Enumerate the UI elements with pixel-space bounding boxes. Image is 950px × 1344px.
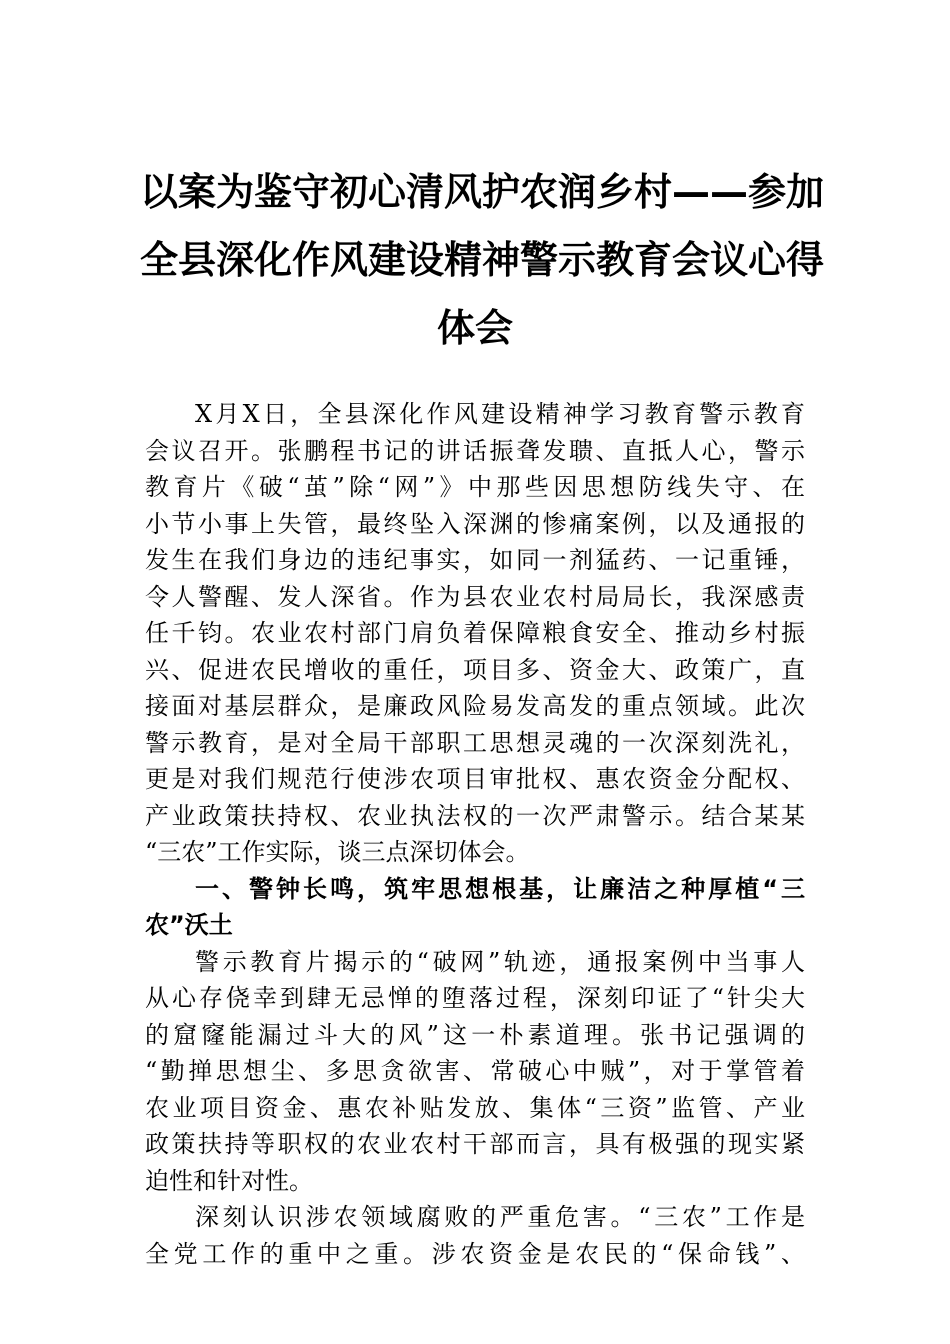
paragraph-line: 警示教育片揭示的“破网”轨迹，通报案例中当事人 [195, 947, 805, 976]
paragraph-line: 小节小事上失管，最终坠入深渊的惨痛案例，以及通报的 [145, 509, 805, 538]
paragraph-line: 全党工作的重中之重。涉农资金是农民的“保命钱”、 [145, 1239, 805, 1268]
section-heading-line: 一、警钟长鸣，筑牢思想根基，让廉洁之种厚植“三 [195, 874, 805, 903]
paragraph-line: 教育片《破“茧”除“网”》中那些因思想防线失守、在 [145, 473, 805, 501]
title-line: 全县深化作风建设精神警示教育会议心得 [140, 238, 825, 282]
title-line: 以案为鉴守初心清风护农润乡村——参加 [140, 170, 825, 214]
paragraph-line: 产业政策扶持权、农业执法权的一次严肃警示。结合某某 [145, 801, 805, 830]
paragraph-line: 政策扶持等职权的农业农村干部而言，具有极强的现实紧 [145, 1130, 805, 1158]
paragraph-line: 接面对基层群众，是廉政风险易发高发的重点领域。此次 [145, 692, 805, 720]
paragraph-line: 兴、促进农民增收的重任，项目多、资金大、政策广，直 [145, 655, 805, 684]
paragraph-line: 从心存侥幸到肆无忌惮的堕落过程，深刻印证了“针尖大 [145, 984, 805, 1012]
paragraph-line: 令人警醒、发人深省。作为县农业农村局局长，我深感责 [145, 582, 805, 611]
paragraph-line: “勤掸思想尘、多思贪欲害、常破心中贼”，对于掌管着 [145, 1057, 805, 1085]
paragraph-line: 的窟窿能漏过斗大的风”这一朴素道理。张书记强调的 [145, 1020, 805, 1049]
paragraph-line: 迫性和针对性。 [145, 1166, 313, 1195]
document-body [145, 396, 805, 1272]
paragraph-line: 任千钧。农业农村部门肩负着保障粮食安全、推动乡村振 [145, 619, 805, 647]
document-title [140, 158, 825, 362]
paragraph-line: 更是对我们规范行使涉农项目审批权、惠农资金分配权、 [145, 765, 805, 793]
title-line: 体会 [436, 306, 513, 350]
paragraph-line: 会议召开。张鹏程书记的讲话振聋发聩、直抵人心，警示 [145, 436, 805, 465]
section-heading-line: 农”沃土 [145, 911, 233, 939]
paragraph-line: 农业项目资金、惠农补贴发放、集体“三资”监管、产业 [145, 1093, 805, 1122]
paragraph-line: 深刻认识涉农领域腐败的严重危害。“三农”工作是 [195, 1203, 805, 1231]
paragraph-line: 发生在我们身边的违纪事实，如同一剂猛药、一记重锤， [145, 546, 805, 574]
paragraph-line: “三农”工作实际，谈三点深切体会。 [145, 838, 530, 866]
paragraph-line: X月X日，全县深化作风建设精神学习教育警示教育 [195, 400, 805, 428]
paragraph-line: 警示教育，是对全局干部职工思想灵魂的一次深刻洗礼， [145, 728, 805, 757]
